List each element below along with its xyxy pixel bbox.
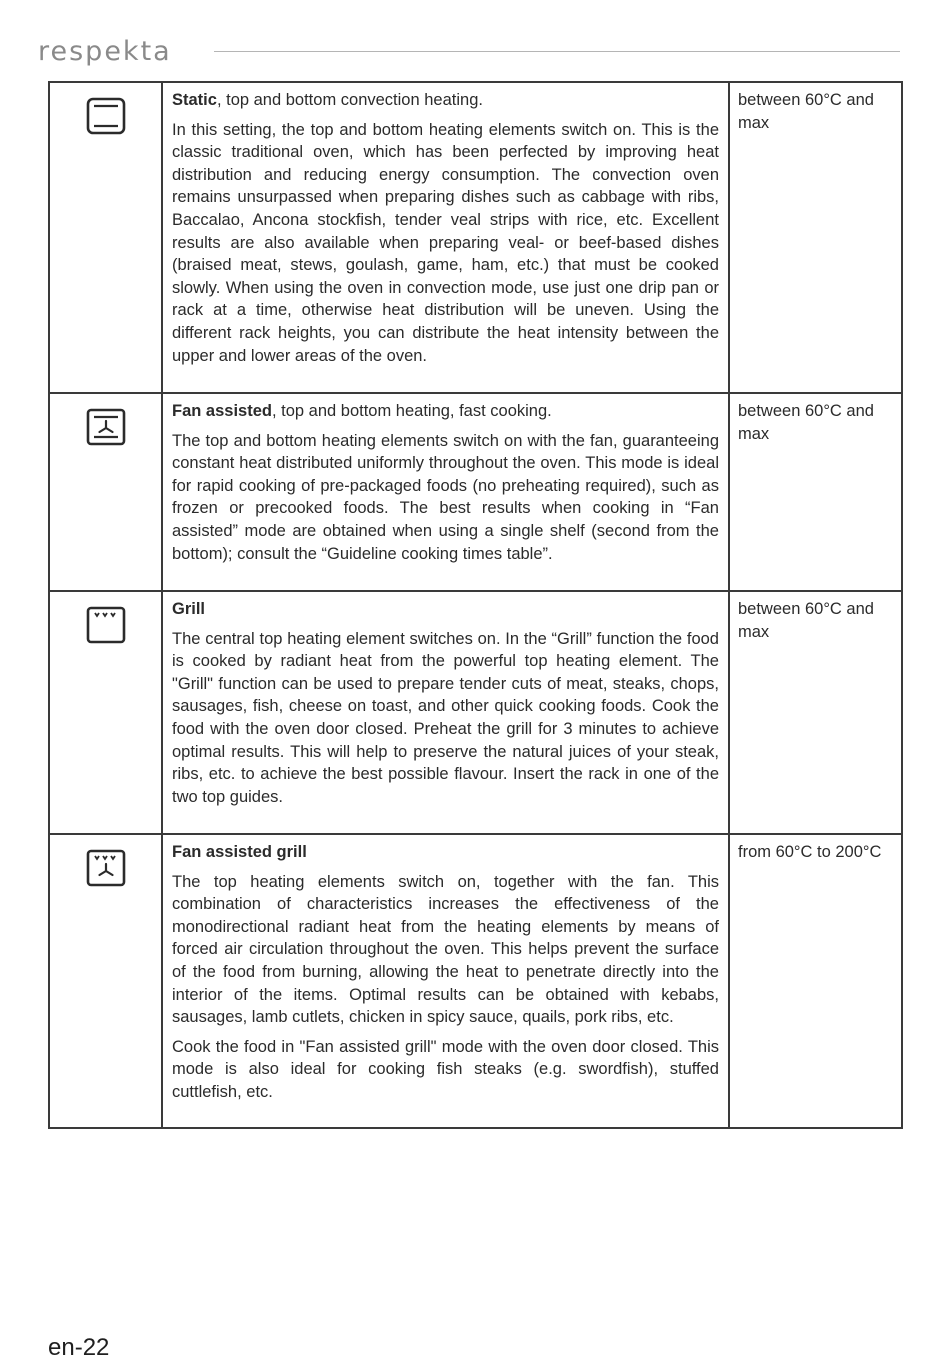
page-number: en-22 [48, 1334, 110, 1361]
mode-title-bold: Fan assisted grill [172, 843, 307, 861]
mode-title-rest: , top and bottom convection heating. [216, 91, 483, 109]
mode-description-cell [162, 591, 729, 834]
mode-title [172, 841, 719, 864]
mode-title-rest: , top and bottom heating, fast cooking. [271, 402, 552, 420]
mode-description-cell [162, 834, 729, 1128]
mode-row-static [49, 82, 902, 393]
mode-icon-cell [49, 591, 162, 834]
brand-logo: respekta [38, 36, 172, 67]
fan-assisted-icon [86, 408, 126, 446]
mode-icon-cell [49, 82, 162, 393]
mode-row-fan-assisted-grill [49, 834, 902, 1128]
fan-assisted-grill-icon [86, 849, 126, 887]
mode-paragraph: In this setting, the top and bottom heating elements switch on. This is the classic traditional oven, which has been perfected by improving heat distribution and reducing energy consumption. The convection oven remains unsurpassed when preparing dishes such as cabbage with ribs, Baccalao, Ancona stockfish, tender veal strips with rice, etc. Excellent results are also available when preparing veal- or beef-based dishes (braised meat, stews, goulash, game, ham, etc.) that must be cooked slowly. When using the oven in convection mode, use just one drip pan or rack at a time, otherwise heat distribution will be uneven. Using the different rack heights, you can distribute the heat intensity between the upper and lower areas of the oven. [172, 120, 719, 365]
mode-row-grill [49, 591, 902, 834]
header-rule [214, 51, 900, 52]
mode-paragraph: The central top heating element switches on. In the “Grill” function the food is cooked by radiant heat from the powerful top heating element. The "Grill" function can be used to prepare tender cuts of meat, steaks, chops, sausages, fish, cheese on toast, and other quick cooking foods. Cook the food with the oven door closed. Preheat the grill for 3 minutes to achieve optimal results. This will help to preserve the natural juices of your steak, ribs, etc. to achieve the best possible flavour. Insert the rack in one of the two top guides. [172, 629, 719, 806]
mode-paragraph: Cook the food in "Fan assisted grill" mode with the oven door closed. This mode is also ideal for cooking fish steaks (e.g. swordfish), stuffed cuttlefish, etc. [172, 1037, 719, 1101]
mode-title [172, 400, 719, 423]
mode-paragraph: The top heating elements switch on, together with the fan. This combination of characteristics increases the effectiveness of the monodirectional radiant heat from the heating elements by means of forced air circulation throughout the oven. This helps prevent the surface of the food from burning, allowing the heat to penetrate directly into the interior of the items. Optimal results can be obtained with kebabs, sausages, lamb cutlets, chicken in spicy sauce, quails, pork ribs, etc. [172, 872, 719, 1027]
page-header [38, 34, 900, 70]
mode-description-cell [162, 393, 729, 591]
mode-title-bold: Static [172, 91, 217, 109]
oven-modes-table [48, 81, 903, 1129]
static-oven-icon [86, 97, 126, 135]
mode-title [172, 89, 719, 112]
grill-icon [86, 606, 126, 644]
mode-paragraph: The top and bottom heating elements switch on with the fan, guaranteeing constant heat distributed uniformly throughout the oven. This mode is ideal for rapid cooking of pre-packaged foods (no preheating required), such as frozen or precooked foods. The best results when cooking in “Fan assisted” mode are obtained when using a single shelf (second from the bottom); consult the “Guideline cooking times table”. [172, 431, 719, 563]
mode-icon-cell [49, 393, 162, 591]
mode-icon-cell [49, 834, 162, 1128]
mode-temperature: from 60°C to 200°C [729, 834, 902, 1128]
mode-description-cell [162, 82, 729, 393]
mode-title-bold: Fan assisted [172, 402, 272, 420]
mode-temperature: between 60°C and max [729, 393, 902, 591]
mode-title-bold: Grill [172, 600, 206, 618]
mode-temperature: between 60°C and max [729, 82, 902, 393]
mode-temperature: between 60°C and max [729, 591, 902, 834]
mode-title [172, 598, 719, 621]
mode-row-fan-assisted [49, 393, 902, 591]
